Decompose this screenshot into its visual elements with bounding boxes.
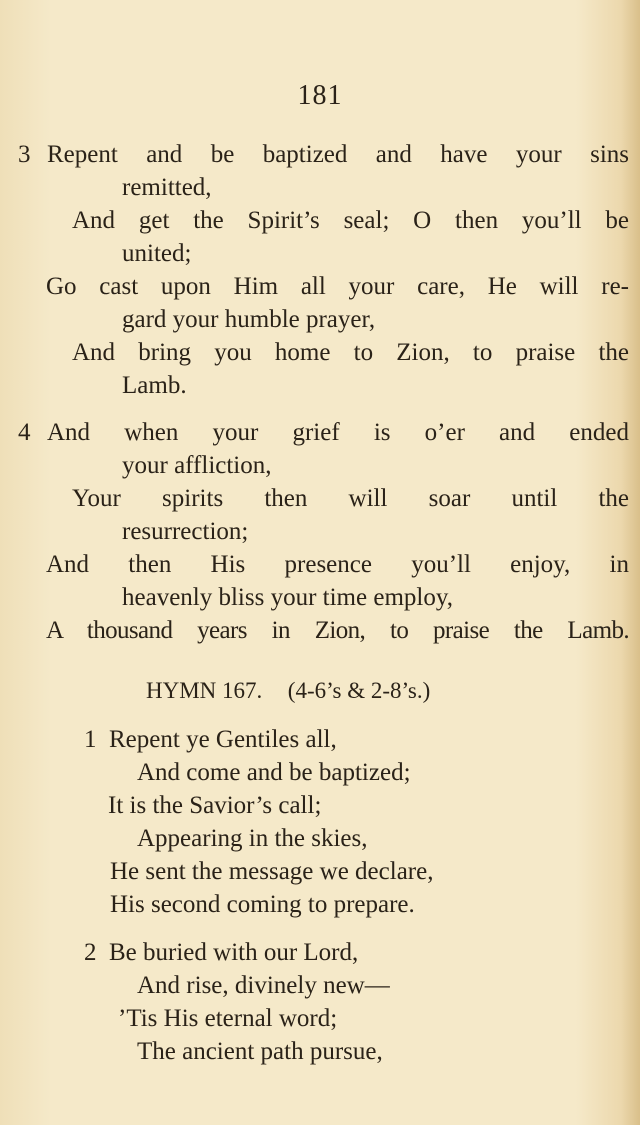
verse-line: Lamb. — [122, 372, 187, 399]
verse-line: A thousand years in Zion, to praise the Lamb. — [46, 617, 629, 644]
verse-line: And come and be baptized; — [137, 759, 411, 786]
hymn-title: HYMN 167. — [146, 678, 263, 703]
verse-number: 4 — [18, 419, 31, 446]
verse-number: 2 — [84, 939, 97, 966]
verse-line: And bring you home to Zion, to praise the — [72, 339, 629, 366]
verse-line: The ancient path pursue, — [137, 1038, 383, 1065]
verse-line: heavenly bliss your time employ, — [122, 584, 453, 611]
verse-line: united; — [122, 240, 192, 267]
page-number: 181 — [297, 80, 343, 111]
verse-line: your affliction, — [122, 452, 272, 479]
verse-line: Your spirits then will soar until the — [72, 485, 629, 512]
verse-number: 1 — [84, 726, 97, 753]
verse-line: And when your grief is o’er and ended — [47, 419, 629, 446]
verse-line: His second coming to prepare. — [110, 891, 415, 918]
verse-number: 3 — [18, 141, 31, 168]
verse-line: And get the Spirit’s seal; O then you’ll be — [72, 207, 629, 234]
verse-line: Appearing in the skies, — [137, 825, 368, 852]
verse-line: remitted, — [122, 174, 212, 201]
verse-line: ’Tis His eternal word; — [118, 1005, 338, 1032]
verse-line: resurrection; — [122, 518, 249, 545]
verse-line: And then His presence you’ll enjoy, in — [46, 551, 629, 578]
hymn-heading — [146, 678, 430, 704]
verse-line: gard your humble prayer, — [122, 306, 376, 333]
verse-line: And rise, divinely new— — [137, 972, 390, 999]
verse-line: Go cast upon Him all your care, He will re- — [46, 273, 629, 300]
verse-line: Repent ye Gentiles all, — [109, 726, 337, 753]
verse-line: Repent and be baptized and have your sins — [47, 141, 629, 168]
hymn-meter: (4-6’s & 2-8’s.) — [287, 678, 431, 703]
verse-line: It is the Savior’s call; — [108, 792, 322, 819]
verse-line: Be buried with our Lord, — [109, 939, 359, 966]
verse-line: He sent the message we declare, — [110, 858, 434, 885]
